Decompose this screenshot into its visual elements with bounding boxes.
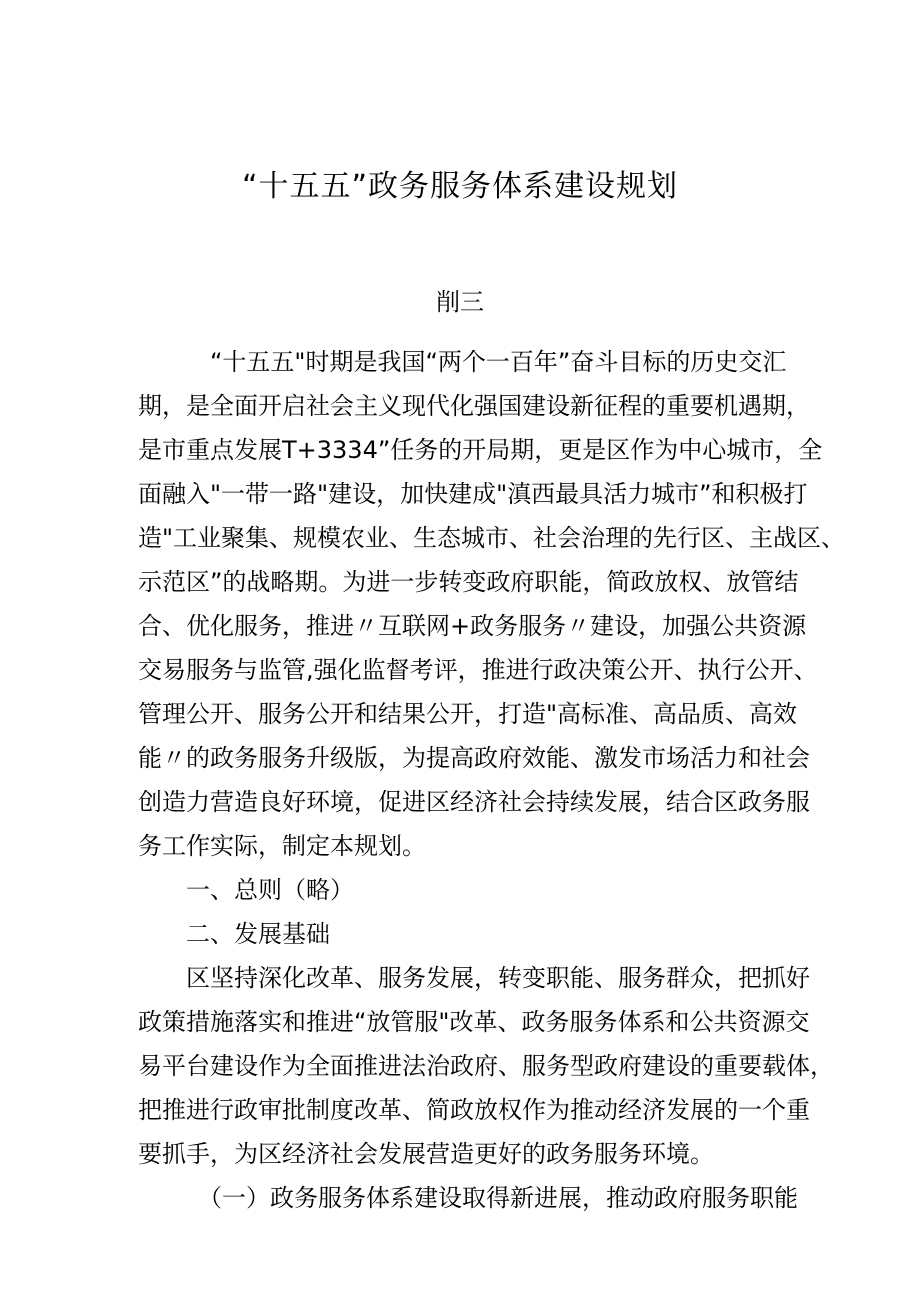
paragraph-line: 务工作实际，制定本规划。 [138, 832, 426, 860]
document-title: “十五五”政务服务体系建设规划 [241, 169, 679, 204]
paragraph-line: 要抓手，为区经济社会发展营造更好的政务服务环境。 [138, 1140, 714, 1168]
section-heading-foundation: 二、发展基础 [186, 920, 330, 948]
paragraph-line: 易平台建设作为全面推进法治政府、服务型政府建设的重要载体， [138, 1052, 834, 1080]
document-body [138, 340, 846, 1220]
subsection-heading: （一）政务服务体系建设取得新进展，推动政府服务职能 [198, 1184, 798, 1212]
paragraph-line: 面融入"一带一路"建设，加快建成"滇西最具活力城市”和积极打 [138, 480, 808, 508]
paragraph-line: 示范区”的战略期。为进一步转变政府职能，简政放权、放管结 [138, 568, 799, 596]
paragraph-line: 创造力营造良好环境，促进区经济社会持续发展，结合区政务服 [138, 788, 810, 816]
paragraph-line: 管理公开、服务公开和结果公开，打造"高标准、高品质、高效 [138, 700, 798, 728]
section-heading: 削三 [436, 288, 484, 316]
paragraph-line: 区坚持深化改革、服务发展，转变职能、服务群众，把抓好 [186, 964, 810, 992]
paragraph-line: 能〃的政务服务升级版，为提高政府效能、激发市场活力和社会 [138, 744, 810, 772]
paragraph-line: 交易服务与监管,强化监督考评，推进行政决策公开、执行公开、 [138, 656, 818, 684]
paragraph-line: 是市重点发展T+3334”任务的开局期，更是区作为中心城市，全 [138, 436, 823, 464]
paragraph-line: “十五五"时期是我国“两个一百年”奋斗目标的历史交汇 [210, 348, 787, 376]
section-heading-general: 一、总则（略） [186, 876, 354, 904]
paragraph-line: 合、优化服务，推进〃互联网+政务服务〃建设，加强公共资源 [138, 612, 807, 640]
paragraph-line: 期，是全面开启社会主义现代化强国建设新征程的重要机遇期， [138, 392, 810, 420]
paragraph-line: 造"工业聚集、规模农业、生态城市、社会治理的先行区、主战区、 [138, 524, 846, 552]
paragraph-line: 把推进行政审批制度改革、简政放权作为推动经济发展的一个重 [138, 1096, 810, 1124]
paragraph-line: 政策措施落实和推进“放管服"改革、政务服务体系和公共资源交 [138, 1008, 810, 1036]
